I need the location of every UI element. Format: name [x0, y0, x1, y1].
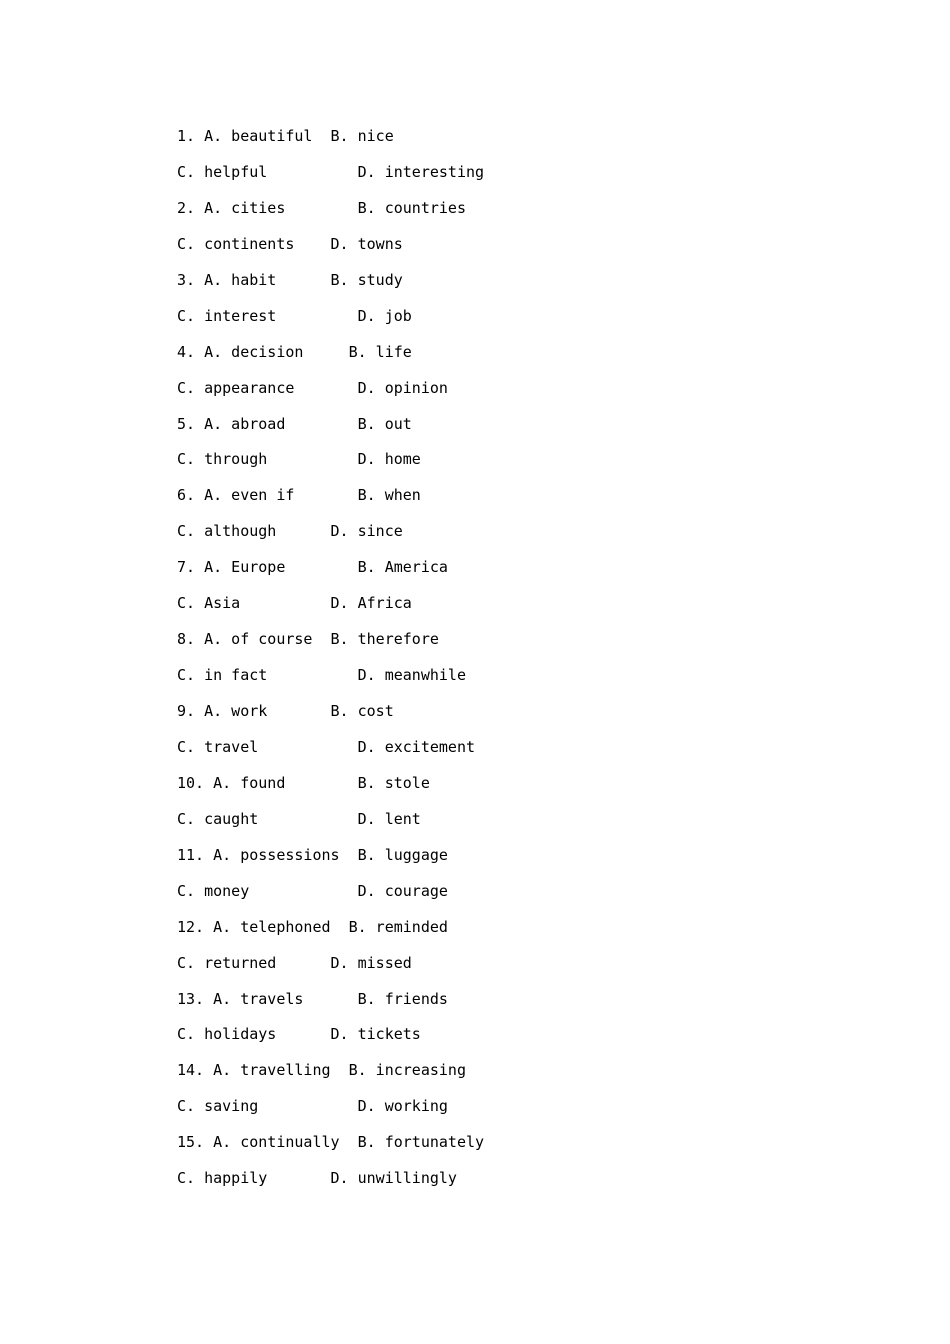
q4-options-cd: C. appearance D. opinion — [177, 378, 448, 397]
q6-options-cd: C. although D. since — [177, 522, 403, 541]
q2-options-cd: C. continents D. towns — [177, 234, 403, 253]
q11-options-cd: C. money D. courage — [177, 881, 448, 900]
q1-options-cd: C. helpful D. interesting — [177, 162, 485, 181]
q3-options-cd: C. interest D. job — [177, 306, 412, 325]
q12-options-ab: 12. A. telephoned B. reminded — [177, 917, 448, 936]
q8-options-cd: C. in fact D. meanwhile — [177, 666, 466, 685]
q3-options-ab: 3. A. habit B. study — [177, 270, 403, 289]
q14-options-ab: 14. A. travelling B. increasing — [177, 1061, 466, 1080]
q10-options-ab: 10. A. found B. stole — [177, 773, 430, 792]
exercise-options — [177, 119, 877, 1197]
q1-options-ab: 1. A. beautiful B. nice — [177, 127, 394, 145]
q13-options-ab: 13. A. travels B. friends — [177, 989, 448, 1008]
q9-options-cd: C. travel D. excitement — [177, 737, 476, 756]
q9-options-ab: 9. A. work B. cost — [177, 702, 394, 720]
q5-options-cd: C. through D. home — [177, 450, 421, 469]
q15-options-ab: 15. A. continually B. fortunately — [177, 1133, 485, 1152]
q10-options-cd: C. caught D. lent — [177, 809, 421, 828]
q4-options-ab: 4. A. decision B. life — [177, 342, 412, 361]
q8-options-ab: 8. A. of course B. therefore — [177, 630, 439, 649]
q11-options-ab: 11. A. possessions B. luggage — [177, 845, 448, 864]
q14-options-cd: C. saving D. working — [177, 1097, 448, 1116]
q15-options-cd: C. happily D. unwillingly — [177, 1169, 457, 1188]
q12-options-cd: C. returned D. missed — [177, 953, 412, 972]
q7-options-cd: C. Asia D. Africa — [177, 594, 412, 613]
q7-options-ab: 7. A. Europe B. America — [177, 558, 448, 577]
q13-options-cd: C. holidays D. tickets — [177, 1025, 421, 1044]
q6-options-ab: 6. A. even if B. when — [177, 486, 421, 505]
q2-options-ab: 2. A. cities B. countries — [177, 198, 466, 217]
q5-options-ab: 5. A. abroad B. out — [177, 414, 412, 433]
